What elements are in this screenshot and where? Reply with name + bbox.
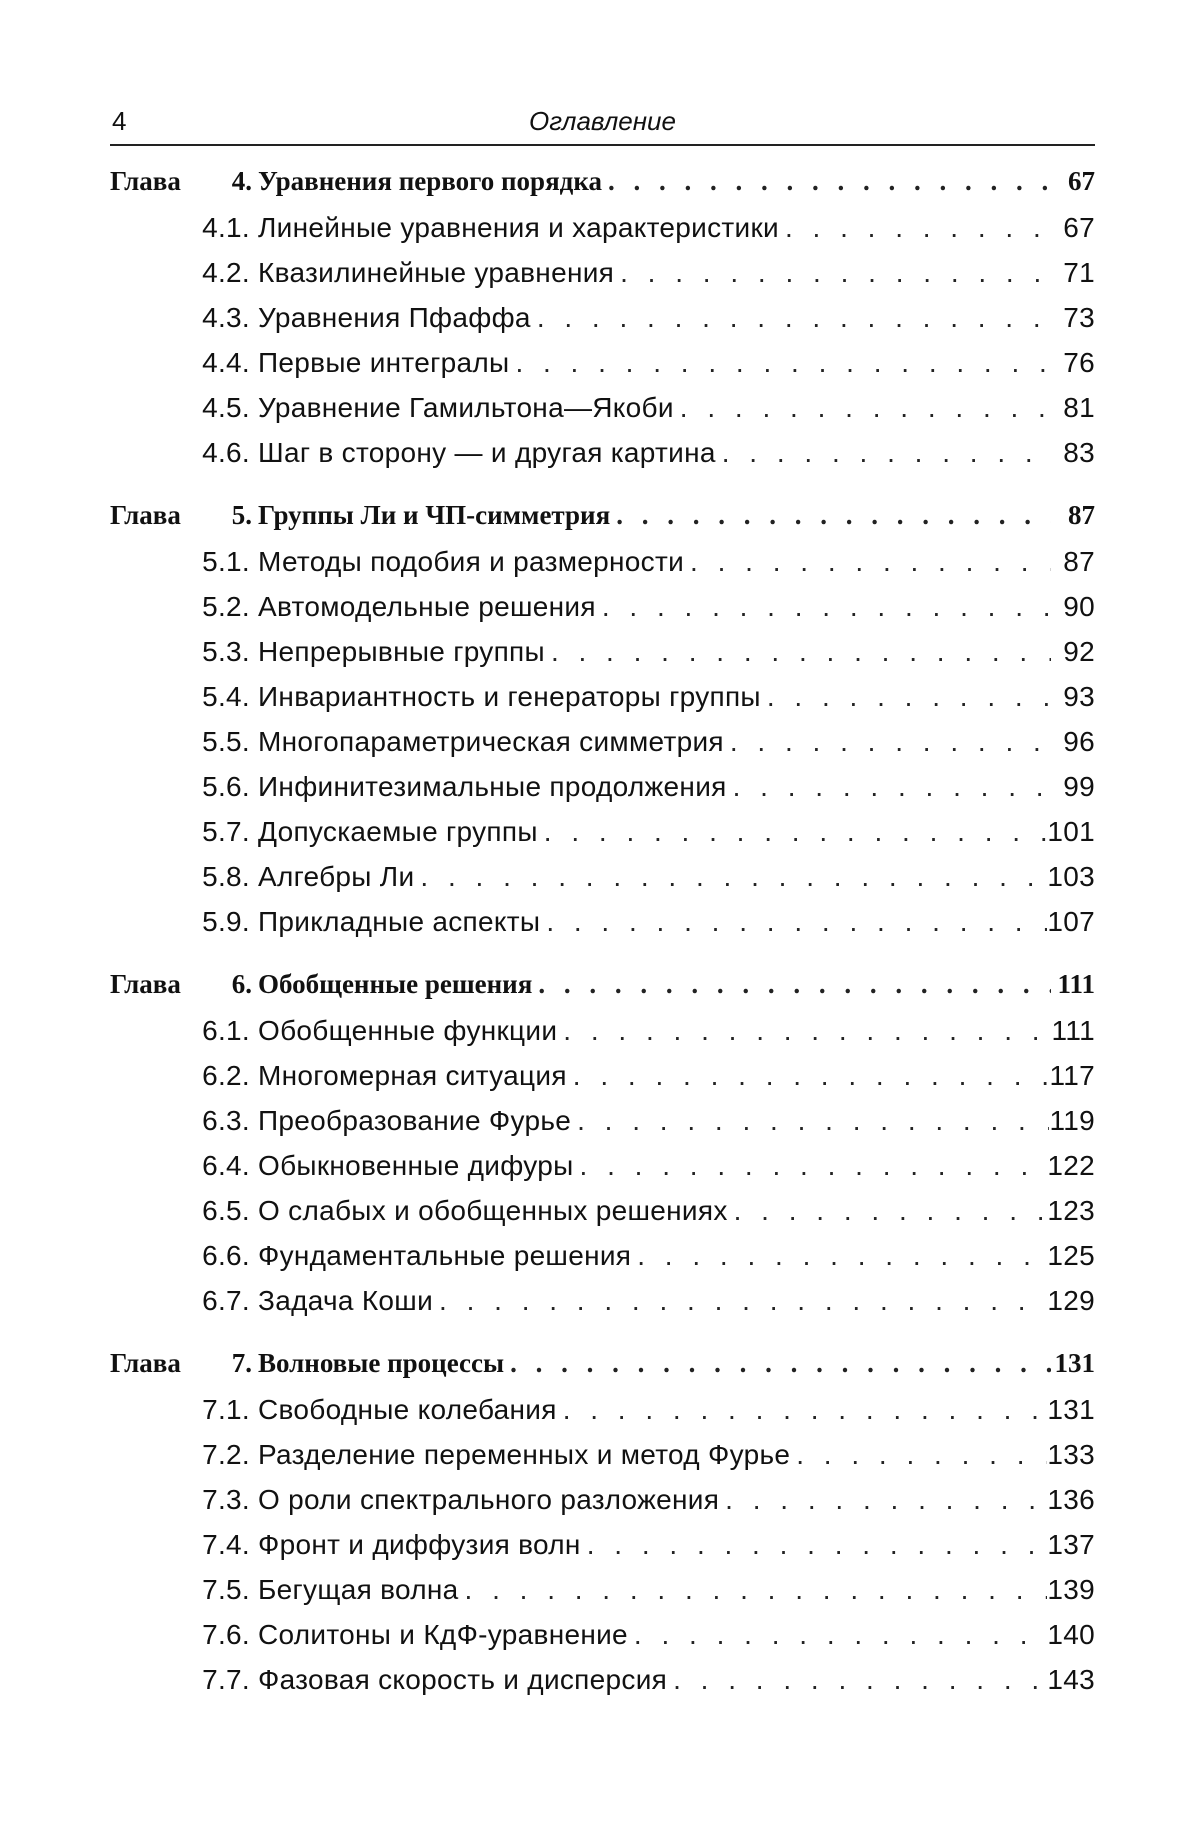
section-title: Уравнение Гамильтона—Якоби bbox=[258, 392, 674, 423]
section-entry bbox=[110, 1150, 1095, 1195]
section-entry bbox=[110, 347, 1095, 392]
section-page-number: 76 bbox=[1063, 347, 1095, 378]
section-title: Задача Коши bbox=[258, 1285, 434, 1316]
section-page-number: 92 bbox=[1063, 636, 1095, 667]
section-page-number: 81 bbox=[1063, 392, 1095, 423]
section-page-number: 93 bbox=[1063, 681, 1095, 712]
chapter-page-number: 67 bbox=[1068, 166, 1095, 196]
section-entry bbox=[110, 1195, 1095, 1240]
section-page-number: 137 bbox=[1047, 1529, 1095, 1560]
section-title: Инвариантность и генераторы группы bbox=[258, 681, 761, 712]
section-title: Линейные уравнения и характеристики bbox=[258, 212, 779, 243]
section-title: Прикладные аспекты bbox=[258, 906, 541, 937]
section-entry bbox=[110, 1439, 1095, 1484]
toc-chapter bbox=[110, 166, 1095, 482]
page-number: 4 bbox=[112, 106, 127, 136]
section-entry bbox=[110, 1015, 1095, 1060]
section-page-number: 99 bbox=[1063, 771, 1095, 802]
section-page-number: 103 bbox=[1047, 861, 1095, 892]
chapter-number: 5. bbox=[231, 500, 252, 530]
chapter-prefix: Глава bbox=[110, 969, 181, 999]
chapter-page-number: 111 bbox=[1057, 969, 1095, 999]
section-page-number: 101 bbox=[1047, 816, 1095, 847]
section-page-number: 131 bbox=[1047, 1394, 1095, 1425]
toc-chapter bbox=[110, 969, 1095, 1330]
section-entry bbox=[110, 546, 1095, 591]
chapter-title: Обобщенные решения bbox=[258, 969, 533, 999]
section-entry bbox=[110, 1484, 1095, 1529]
chapter-prefix: Глава bbox=[110, 1348, 181, 1378]
dot-leader bbox=[515, 347, 1051, 379]
section-page-number: 123 bbox=[1047, 1195, 1095, 1226]
section-title: Допускаемые группы bbox=[258, 816, 538, 847]
section-page-number: 143 bbox=[1047, 1664, 1095, 1695]
section-number: 7.7. bbox=[202, 1664, 250, 1695]
section-number: 7.3. bbox=[202, 1484, 250, 1515]
section-number: 4.6. bbox=[202, 437, 250, 468]
section-title: Солитоны и КдФ-уравнение bbox=[258, 1619, 628, 1650]
section-entry bbox=[110, 437, 1095, 482]
section-entry bbox=[110, 906, 1095, 951]
section-number: 5.8. bbox=[202, 861, 250, 892]
section-entry bbox=[110, 681, 1095, 726]
section-number: 7.6. bbox=[202, 1619, 250, 1650]
section-title: Фронт и диффузия волн bbox=[258, 1529, 581, 1560]
running-head bbox=[110, 100, 1095, 146]
section-title: Алгебры Ли bbox=[258, 861, 415, 892]
dot-leader bbox=[510, 1348, 1051, 1379]
section-entry bbox=[110, 1574, 1095, 1619]
table-of-contents bbox=[110, 166, 1095, 1709]
book-page bbox=[110, 100, 1095, 1727]
dot-leader bbox=[465, 1574, 1048, 1606]
section-title: Свободные колебания bbox=[258, 1394, 557, 1425]
section-number: 5.4. bbox=[202, 681, 250, 712]
section-page-number: 107 bbox=[1047, 906, 1095, 937]
section-entry bbox=[110, 861, 1095, 906]
section-number: 4.1. bbox=[202, 212, 250, 243]
section-number: 6.6. bbox=[202, 1240, 250, 1271]
chapter-number: 6. bbox=[231, 969, 252, 999]
section-title: Первые интегралы bbox=[258, 347, 510, 378]
section-number: 7.4. bbox=[202, 1529, 250, 1560]
section-title: Автомодельные решения bbox=[258, 591, 596, 622]
section-title: Уравнения Пфаффа bbox=[258, 302, 531, 333]
chapter-entry bbox=[110, 500, 1095, 546]
dot-leader bbox=[690, 546, 1051, 578]
section-number: 5.2. bbox=[202, 591, 250, 622]
section-page-number: 73 bbox=[1063, 302, 1095, 333]
dot-leader bbox=[680, 392, 1051, 424]
section-number: 7.1. bbox=[202, 1394, 250, 1425]
dot-leader bbox=[637, 1240, 1047, 1272]
dot-leader bbox=[734, 1195, 1048, 1227]
section-entry bbox=[110, 1285, 1095, 1330]
section-entry bbox=[110, 816, 1095, 861]
dot-leader bbox=[796, 1439, 1047, 1471]
section-entry bbox=[110, 392, 1095, 437]
section-title: Инфинитезимальные продолжения bbox=[258, 771, 727, 802]
dot-leader bbox=[544, 816, 1048, 848]
dot-leader bbox=[608, 166, 1051, 197]
chapter-number: 7. bbox=[231, 1348, 252, 1378]
section-entry bbox=[110, 1394, 1095, 1439]
dot-leader bbox=[551, 636, 1051, 668]
dot-leader bbox=[587, 1529, 1048, 1561]
dot-leader bbox=[725, 1484, 1047, 1516]
section-page-number: 140 bbox=[1047, 1619, 1095, 1650]
dot-leader bbox=[546, 906, 1047, 938]
section-title: Многомерная ситуация bbox=[258, 1060, 567, 1091]
section-title: Преобразование Фурье bbox=[258, 1105, 572, 1136]
section-title: Методы подобия и размерности bbox=[258, 546, 685, 577]
section-title: Непрерывные группы bbox=[258, 636, 545, 667]
section-title: Фазовая скорость и дисперсия bbox=[258, 1664, 668, 1695]
section-entry bbox=[110, 302, 1095, 347]
section-number: 6.7. bbox=[202, 1285, 250, 1316]
section-page-number: 117 bbox=[1049, 1060, 1095, 1091]
section-page-number: 125 bbox=[1047, 1240, 1095, 1271]
section-entry bbox=[110, 212, 1095, 257]
section-number: 4.5. bbox=[202, 392, 250, 423]
section-entry bbox=[110, 1060, 1095, 1105]
chapter-page-number: 87 bbox=[1068, 500, 1095, 530]
section-entry bbox=[110, 771, 1095, 816]
section-entry bbox=[110, 726, 1095, 771]
section-page-number: 71 bbox=[1063, 257, 1095, 288]
section-page-number: 87 bbox=[1063, 546, 1095, 577]
dot-leader bbox=[439, 1285, 1047, 1317]
section-entry bbox=[110, 1619, 1095, 1664]
dot-leader bbox=[620, 257, 1051, 289]
section-number: 6.5. bbox=[202, 1195, 250, 1226]
section-page-number: 122 bbox=[1047, 1150, 1095, 1181]
dot-leader bbox=[722, 437, 1051, 469]
section-number: 5.5. bbox=[202, 726, 250, 757]
dot-leader bbox=[785, 212, 1051, 244]
chapter-prefix: Глава bbox=[110, 166, 181, 196]
section-number: 5.7. bbox=[202, 816, 250, 847]
section-number: 5.3. bbox=[202, 636, 250, 667]
section-title: О слабых и обобщенных решениях bbox=[258, 1195, 728, 1226]
section-number: 6.2. bbox=[202, 1060, 250, 1091]
section-title: О роли спектрального разложения bbox=[258, 1484, 720, 1515]
section-page-number: 133 bbox=[1047, 1439, 1095, 1470]
section-entry bbox=[110, 1529, 1095, 1574]
section-title: Фундаментальные решения bbox=[258, 1240, 632, 1271]
header-title: Оглавление bbox=[529, 106, 676, 136]
section-number: 4.3. bbox=[202, 302, 250, 333]
section-number: 5.9. bbox=[202, 906, 250, 937]
section-number: 6.1. bbox=[202, 1015, 250, 1046]
chapter-entry bbox=[110, 969, 1095, 1015]
dot-leader bbox=[580, 1150, 1048, 1182]
section-entry bbox=[110, 636, 1095, 681]
chapter-number: 4. bbox=[231, 166, 252, 196]
dot-leader bbox=[537, 302, 1051, 334]
section-title: Многопараметрическая симметрия bbox=[258, 726, 724, 757]
section-page-number: 96 bbox=[1063, 726, 1095, 757]
section-entry bbox=[110, 1105, 1095, 1150]
toc-chapter bbox=[110, 500, 1095, 951]
section-title: Разделение переменных и метод Фурье bbox=[258, 1439, 791, 1470]
section-page-number: 139 bbox=[1047, 1574, 1095, 1605]
dot-leader bbox=[673, 1664, 1047, 1696]
chapter-title: Уравнения первого порядка bbox=[258, 166, 602, 196]
chapter-title: Волновые процессы bbox=[258, 1348, 505, 1378]
section-title: Обыкновенные дифуры bbox=[258, 1150, 574, 1181]
dot-leader bbox=[577, 1105, 1049, 1137]
dot-leader bbox=[634, 1619, 1047, 1651]
dot-leader bbox=[730, 726, 1051, 758]
dot-leader bbox=[733, 771, 1051, 803]
section-number: 6.3. bbox=[202, 1105, 250, 1136]
chapter-page-number: 131 bbox=[1054, 1348, 1095, 1378]
section-page-number: 90 bbox=[1063, 591, 1095, 622]
section-entry bbox=[110, 257, 1095, 302]
dot-leader bbox=[573, 1060, 1050, 1092]
section-entry bbox=[110, 1664, 1095, 1709]
chapter-entry bbox=[110, 1348, 1095, 1394]
section-entry bbox=[110, 1240, 1095, 1285]
section-page-number: 83 bbox=[1063, 437, 1095, 468]
section-title: Шаг в сторону — и другая картина bbox=[258, 437, 716, 468]
chapter-prefix: Глава bbox=[110, 500, 181, 530]
section-page-number: 129 bbox=[1047, 1285, 1095, 1316]
toc-chapter bbox=[110, 1348, 1095, 1709]
dot-leader bbox=[602, 591, 1051, 623]
section-number: 7.2. bbox=[202, 1439, 250, 1470]
section-number: 4.4. bbox=[202, 347, 250, 378]
chapter-entry bbox=[110, 166, 1095, 212]
dot-leader bbox=[538, 969, 1051, 1000]
chapter-title: Группы Ли и ЧП-симметрия bbox=[258, 500, 611, 530]
section-title: Бегущая волна bbox=[258, 1574, 459, 1605]
section-number: 4.2. bbox=[202, 257, 250, 288]
section-page-number: 67 bbox=[1063, 212, 1095, 243]
section-page-number: 111 bbox=[1051, 1015, 1095, 1046]
dot-leader bbox=[767, 681, 1051, 713]
dot-leader bbox=[563, 1394, 1048, 1426]
dot-leader bbox=[420, 861, 1047, 893]
section-number: 6.4. bbox=[202, 1150, 250, 1181]
dot-leader bbox=[616, 500, 1051, 531]
section-number: 5.6. bbox=[202, 771, 250, 802]
section-number: 5.1. bbox=[202, 546, 250, 577]
section-entry bbox=[110, 591, 1095, 636]
section-number: 7.5. bbox=[202, 1574, 250, 1605]
section-page-number: 119 bbox=[1049, 1105, 1095, 1136]
section-title: Обобщенные функции bbox=[258, 1015, 558, 1046]
section-title: Квазилинейные уравнения bbox=[258, 257, 615, 288]
section-page-number: 136 bbox=[1047, 1484, 1095, 1515]
dot-leader bbox=[563, 1015, 1051, 1047]
